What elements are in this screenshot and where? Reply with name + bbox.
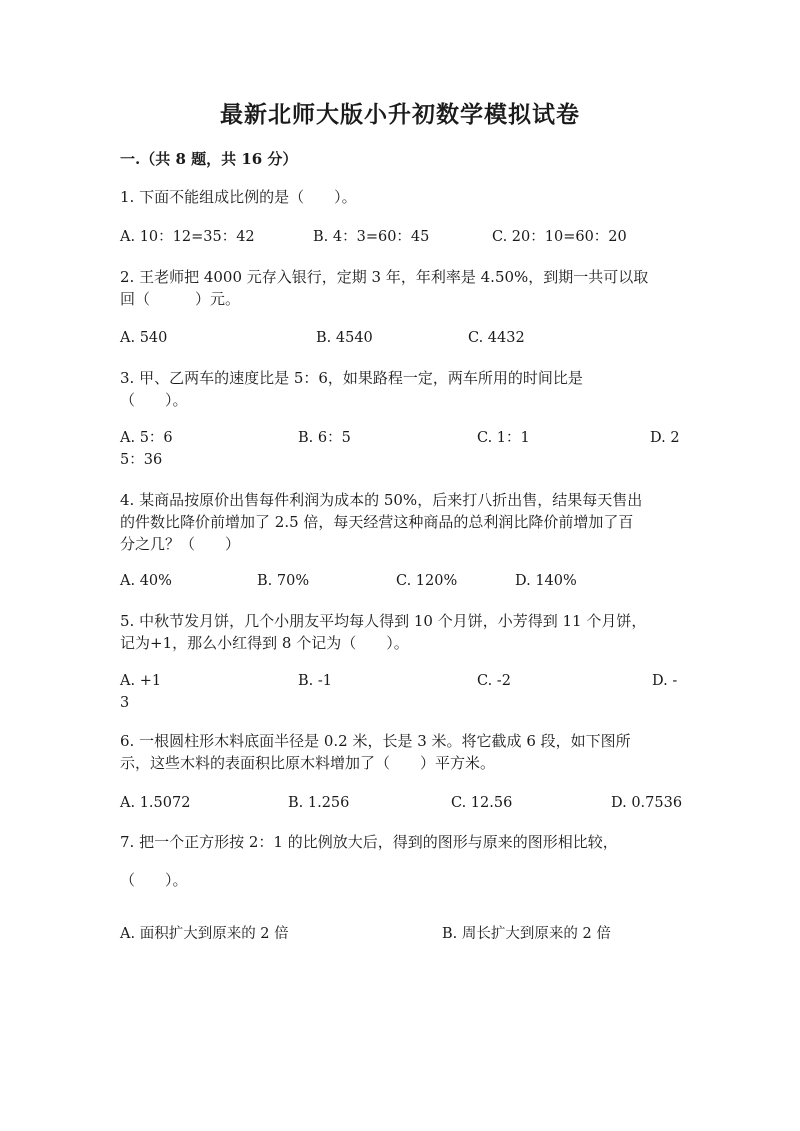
question-text: 示，这些木料的表面积比原木料增加了（ ）平方米。: [120, 754, 496, 772]
question-5-options: [120, 670, 680, 714]
option-a: A. 10：12=35：42: [120, 229, 255, 245]
question-text: 6. 一根圆柱形木料底面半径是 0.2 米，长是 3 米。将它截成 6 段，如下图所: [120, 732, 631, 750]
option-b: B. 周长扩大到原来的 2 倍: [442, 926, 611, 942]
question-text: （ ）。: [120, 871, 188, 889]
option-b: B. 6：5: [298, 430, 351, 446]
question-text: 分之几？（ ）: [120, 535, 241, 553]
question-7: [120, 832, 680, 891]
question-text: 4. 某商品按原价出售每件利润为成本的 50%，后来打八折出售，结果每天售出: [120, 491, 643, 509]
option-d: D. 140%: [515, 573, 577, 589]
question-3: [120, 367, 680, 411]
question-3-options: [120, 427, 680, 471]
option-b: B. -1: [298, 673, 332, 689]
option-c: C. 4432: [468, 330, 525, 346]
option-a: A. 40%: [120, 573, 172, 589]
option-a: A. 面积扩大到原来的 2 倍: [120, 926, 289, 942]
question-text-spacer: [120, 853, 680, 870]
option-b: B. 4：3=60：45: [313, 229, 430, 245]
option-b: B. 70%: [257, 573, 310, 589]
option-c: C. 120%: [396, 573, 458, 589]
question-text: 5. 中秋节发月饼，几个小朋友平均每人得到 10 个月饼，小芳得到 11 个月饼，: [120, 612, 647, 630]
option-b: B. 1.256: [288, 795, 350, 811]
question-text: 回（ ）元。: [120, 290, 241, 308]
question-6: [120, 730, 680, 774]
option-d: D. 2: [650, 430, 680, 446]
page-title: 最新北师大版小升初数学模拟试卷: [220, 101, 580, 128]
option-a: A. 1.5072: [120, 795, 191, 811]
option-c: C. 1：1: [477, 430, 530, 446]
option-a: A. 540: [120, 330, 168, 346]
section-heading: 一.（共 8 题，共 16 分）: [120, 150, 298, 168]
option-d-continued: 5：36: [120, 452, 163, 468]
question-text: 3. 甲、乙两车的速度比是 5：6，如果路程一定，两车所用的时间比是: [120, 369, 583, 387]
option-a: A. 5：6: [120, 430, 173, 446]
question-text: 的件数比降价前增加了 2.5 倍，每天经营这种商品的总利润比降价前增加了百: [120, 513, 634, 531]
question-1: [120, 186, 680, 208]
option-d: D. 0.7536: [611, 795, 683, 811]
option-c: C. 12.56: [451, 795, 513, 811]
option-b: B. 4540: [316, 330, 373, 346]
question-5: [120, 610, 680, 654]
question-2: [120, 266, 680, 310]
option-c: C. 20：10=60：20: [492, 229, 627, 245]
option-a: A. +1: [120, 673, 162, 689]
question-text: 2. 王老师把 4000 元存入银行，定期 3 年，年利率是 4.50%，到期一共可以取: [120, 268, 649, 286]
question-text: 1. 下面不能组成比例的是（ ）。: [120, 188, 357, 206]
question-text: 记为+1，那么小红得到 8 个记为（ ）。: [120, 634, 409, 652]
question-text: 7. 把一个正方形按 2：1 的比例放大后，得到的图形与原来的图形相比较，: [120, 833, 618, 851]
question-text: （ ）。: [120, 391, 188, 409]
question-4: [120, 489, 680, 555]
option-d-continued: 3: [120, 695, 130, 711]
option-d: D. -: [652, 673, 678, 689]
option-c: C. -2: [477, 673, 511, 689]
